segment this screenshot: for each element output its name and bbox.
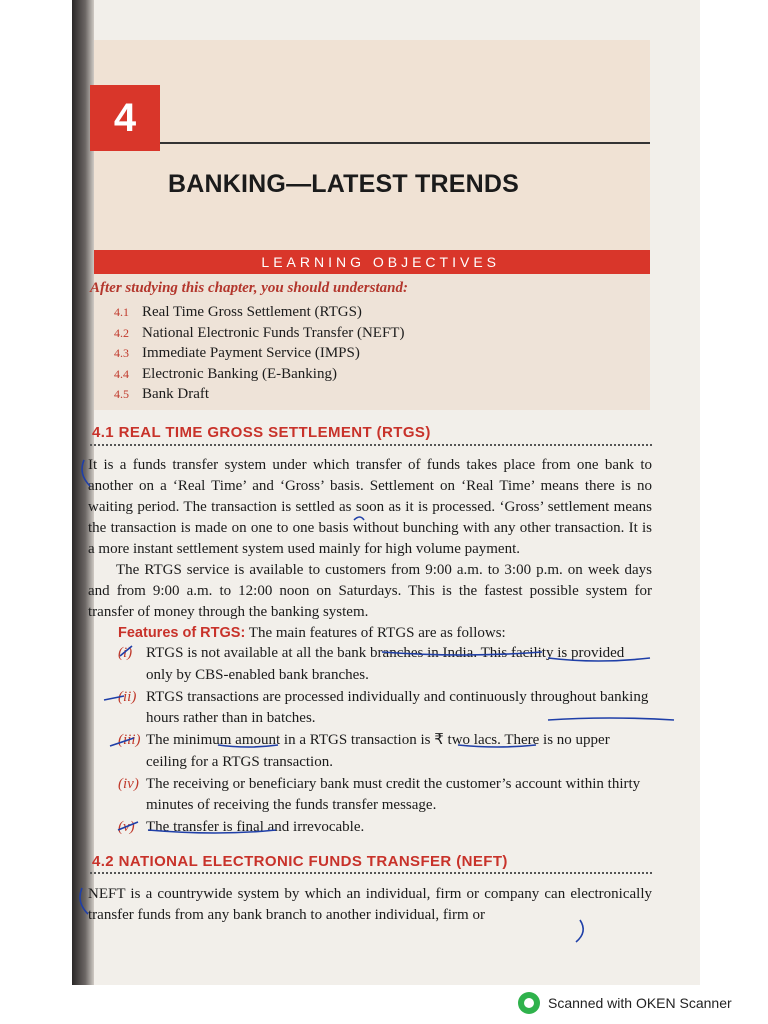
section-heading-rtgs: 4.1 REAL TIME GROSS SETTLEMENT (RTGS): [92, 424, 431, 441]
list-item: (v) The transfer is final and irrevocable.: [118, 819, 365, 835]
rtgs-paragraph-1: It is a funds transfer system under which transfer of funds takes place from one bank to another on a ‘Real Time’ and ‘Gross’ basis. Settlement on ‘Real Time’ means there is no waiting period. The transaction is settled as soon as it is processed. ‘Gross’ settlement means the transaction is made on one to one basis without bunching with any other transaction. It is a more instant settlement system used mainly for high volume payment.: [88, 457, 652, 557]
scanner-watermark: [518, 992, 732, 1014]
rtgs-paragraph-2: The RTGS service is available to customers from 9:00 a.m. to 3:00 p.m. on week days and from 9:00 a.m. to 12:00 noon on Saturdays. This is the fastest possible system for transfer of money through the banking system.: [88, 562, 652, 620]
section-heading-neft: 4.2 NATIONAL ELECTRONIC FUNDS TRANSFER (NEFT): [92, 853, 508, 870]
section-divider: [90, 438, 652, 446]
section-divider: [90, 866, 652, 874]
list-item: (iv) The receiving or beneficiary bank must credit the customer’s account within thirty minutes of receiving the funds transfer message.: [118, 775, 641, 813]
chapter-header-background: [94, 40, 650, 250]
learning-objectives-list: [114, 302, 404, 405]
features-label: Features of RTGS:: [118, 625, 246, 641]
list-item: 4.3 Immediate Payment Service (IMPS): [114, 345, 360, 361]
list-item: 4.4 Electronic Banking (E-Banking): [114, 365, 337, 382]
rtgs-features-intro: Features of RTGS: The main features of RTGS are as follows:: [118, 625, 506, 641]
list-item: 4.5 Bank Draft: [114, 386, 210, 402]
chapter-rule: [160, 142, 650, 144]
list-item: 4.2 National Electronic Funds Transfer (NEFT): [114, 324, 405, 341]
neft-paragraph-1: NEFT is a countrywide system by which an individual, firm or company can electronically transfer funds from any bank branch to another individual, firm or: [88, 886, 652, 923]
rtgs-features-list: [118, 643, 652, 839]
chapter-title: BANKING—LATEST TRENDS: [168, 170, 519, 198]
learning-objectives-bar: LEARNING OBJECTIVES: [94, 250, 650, 274]
list-item: (i) RTGS is not available at all the bank branches in India. This facility is provided only by CBS-enabled bank branches.: [118, 645, 625, 683]
learning-objectives-intro: After studying this chapter, you should understand:: [90, 280, 408, 296]
scanner-label: Scanned with OKEN Scanner: [548, 995, 732, 1011]
list-item: (ii) RTGS transactions are processed individually and continuously throughout banking hours rather than in batches.: [118, 688, 649, 726]
chapter-number: 4: [90, 85, 160, 151]
list-item: 4.1 Real Time Gross Settlement (RTGS): [114, 304, 362, 320]
list-item: (iii) The minimum amount in a RTGS transaction is ₹ two lacs. There is no upper ceiling for a RTGS transaction.: [118, 732, 610, 770]
scanner-logo-icon: [518, 992, 540, 1014]
